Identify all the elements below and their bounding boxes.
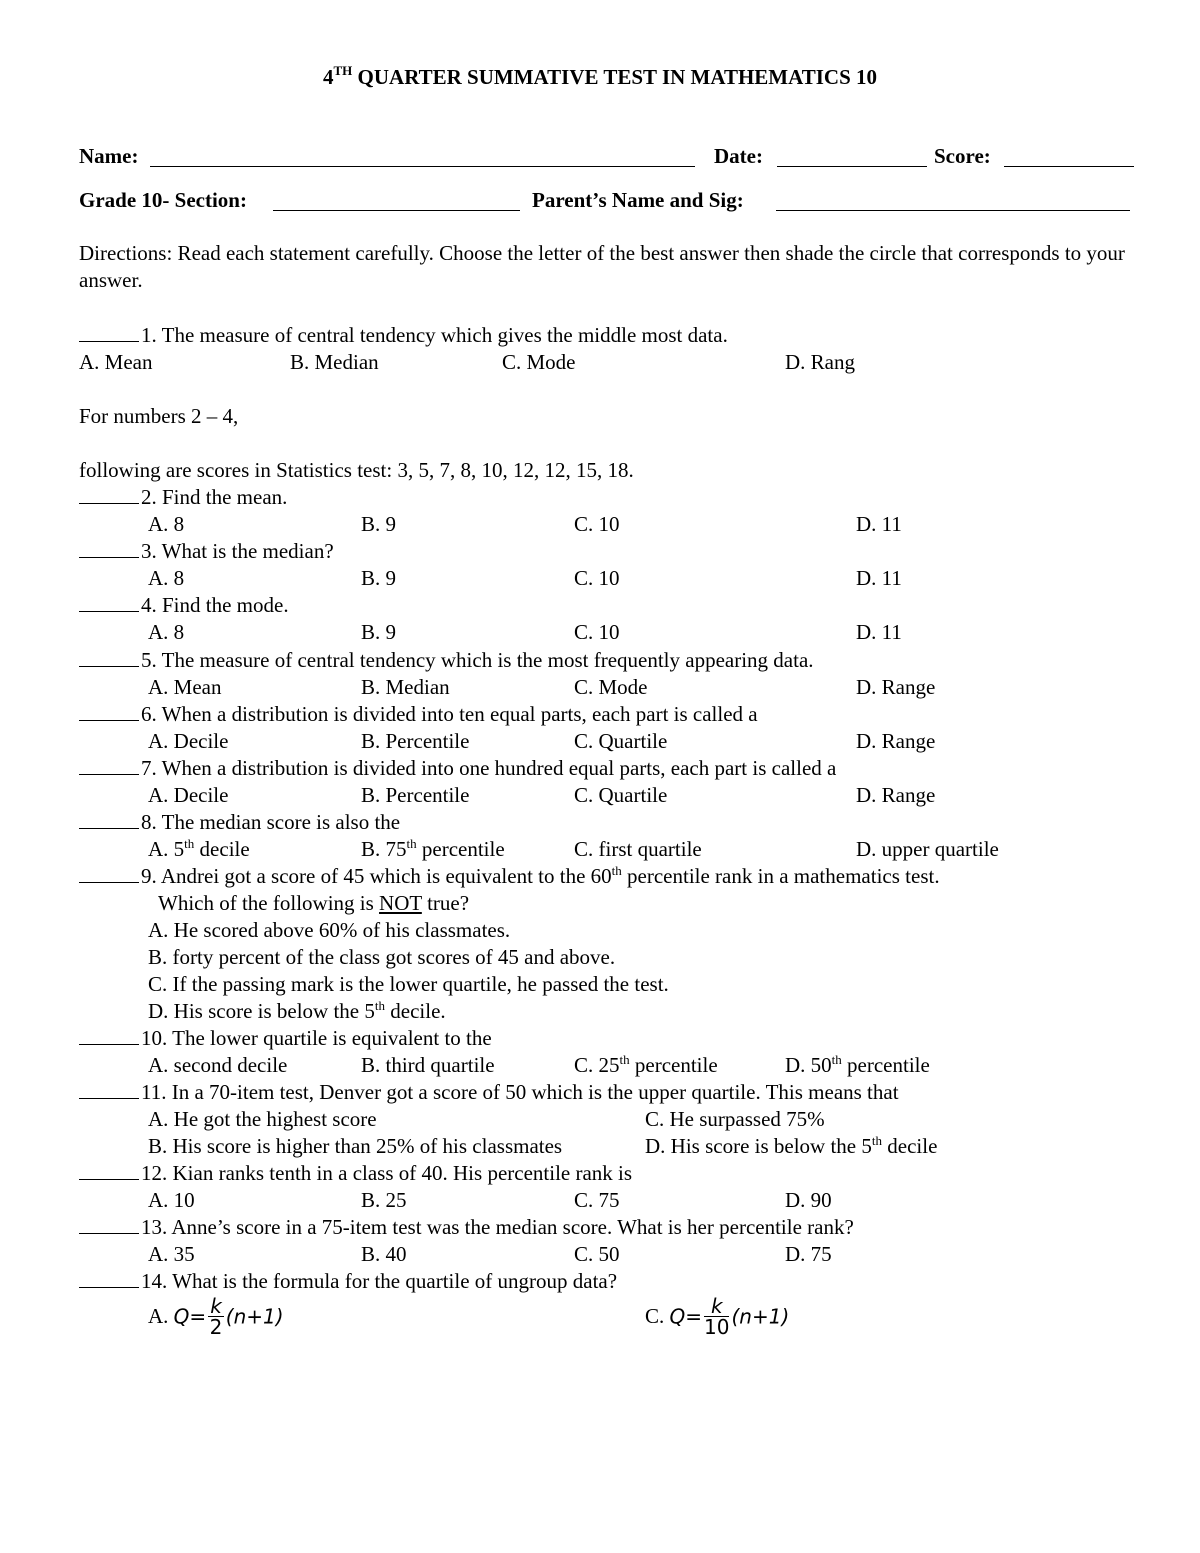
option-d: D. 11: [856, 620, 902, 644]
option-b: B. 9: [361, 566, 397, 590]
parent-signature-field[interactable]: [776, 210, 1130, 211]
question-13: 13. Anne’s score in a 75-item test was the median score. What is her percentile rank?: [79, 1214, 854, 1241]
question-7: 7. When a distribution is divided into one hundred equal parts, each part is called a: [79, 755, 836, 782]
option-c: C. 10: [574, 566, 620, 590]
section-field[interactable]: [273, 210, 520, 211]
option-a: A. Decile: [148, 783, 229, 807]
option-b: B. Median: [361, 675, 450, 699]
option-a-formula: A. Q= $\frac{k}{2}$ (n+1): [148, 1294, 284, 1339]
data-set: following are scores in Statistics test: 3, 5, 7, 8, 10, 12, 12, 15, 18.: [79, 458, 634, 482]
option-b: B. 40: [361, 1242, 407, 1266]
option-a: A. He got the highest score: [148, 1107, 377, 1131]
option-b: B. Percentile: [361, 729, 470, 753]
option-a: A. 8: [148, 512, 185, 536]
option-b: B. forty percent of the class got scores of 45 and above.: [148, 945, 616, 969]
option-d: D. 11: [856, 566, 902, 590]
option-c: C. Mode: [574, 675, 648, 699]
option-b: B. Percentile: [361, 783, 470, 807]
date-field[interactable]: [777, 166, 927, 167]
instructions-intro: For numbers 2 – 4,: [79, 404, 239, 428]
score-field[interactable]: [1004, 166, 1134, 167]
name-field[interactable]: [150, 166, 695, 167]
question-9: 9. Andrei got a score of 45 which is equivalent to the 60th percentile rank in a mathematics test.: [79, 863, 940, 890]
question-8: 8. The median score is also the: [79, 809, 400, 836]
option-a: A. 8: [148, 620, 185, 644]
option-b: B. 75th percentile: [361, 836, 505, 861]
question-4: 4. Find the mode.: [79, 592, 289, 619]
option-c: C. 10: [574, 620, 620, 644]
option-c: C. Mode: [502, 350, 576, 374]
option-c: C. first quartile: [574, 837, 702, 861]
question-14: 14. What is the formula for the quartile of ungroup data?: [79, 1268, 617, 1295]
option-d: D. Range: [856, 783, 936, 807]
option-c: C. Quartile: [574, 783, 668, 807]
option-b: B. 9: [361, 512, 397, 536]
question-5: 5. The measure of central tendency which is the most frequently appearing data.: [79, 647, 814, 674]
option-c: C. 75: [574, 1188, 620, 1212]
option-a: A. Mean: [79, 350, 153, 374]
question-12: 12. Kian ranks tenth in a class of 40. His percentile rank is: [79, 1160, 632, 1187]
option-d: D. His score is below the 5th decile.: [148, 998, 446, 1023]
option-d: D. Range: [856, 675, 936, 699]
page-title: 4TH QUARTER SUMMATIVE TEST IN MATHEMATICS 10: [322, 63, 878, 89]
fraction: $\frac{k}{2}$: [209, 1294, 223, 1339]
option-a: A. 5th decile: [148, 836, 250, 861]
option-a: A. Decile: [148, 729, 229, 753]
answer-blank[interactable]: [79, 864, 139, 883]
option-c: C. 25th percentile: [574, 1052, 718, 1077]
answer-blank[interactable]: [79, 1026, 139, 1045]
section-label: Grade 10- Section:: [79, 188, 247, 212]
option-c-formula: C. Q= $\frac{k}{10}$ (n+1): [645, 1294, 790, 1339]
option-d: D. 11: [856, 512, 902, 536]
parent-signature-label: Parent’s Name and Sig:: [532, 188, 744, 212]
option-b: B. 9: [361, 620, 397, 644]
name-label: Name:: [79, 144, 139, 168]
question-6: 6. When a distribution is divided into ten equal parts, each part is called a: [79, 701, 758, 728]
answer-blank[interactable]: [79, 485, 139, 504]
question-1: 1. The measure of central tendency which gives the middle most data.: [79, 322, 728, 349]
option-a: A. second decile: [148, 1053, 288, 1077]
directions: Directions: Read each statement carefully. Choose the letter of the best answer then shade the circle that corresponds to your answer.: [79, 241, 1125, 292]
answer-blank[interactable]: [79, 1161, 139, 1180]
answer-blank[interactable]: [79, 1080, 139, 1099]
answer-blank[interactable]: [79, 810, 139, 829]
question-2: 2. Find the mean.: [79, 484, 287, 511]
option-d: D. 90: [785, 1188, 832, 1212]
option-c: C. 10: [574, 512, 620, 536]
option-d: D. Range: [856, 729, 936, 753]
option-c: C. If the passing mark is the lower quartile, he passed the test.: [148, 972, 669, 996]
option-c: C. Quartile: [574, 729, 668, 753]
answer-blank[interactable]: [79, 323, 139, 342]
option-a: A. Mean: [148, 675, 222, 699]
option-a: A. He scored above 60% of his classmates.: [148, 918, 511, 942]
option-b: B. His score is higher than 25% of his classmates: [148, 1134, 563, 1158]
question-9-prompt: Which of the following is NOT true?: [158, 891, 470, 915]
option-b: B. third quartile: [361, 1053, 495, 1077]
option-c: C. He surpassed 75%: [645, 1107, 825, 1131]
option-d: D. 50th percentile: [785, 1052, 930, 1077]
option-d: D. upper quartile: [856, 837, 999, 861]
option-d: D. His score is below the 5th decile: [645, 1133, 938, 1158]
answer-blank[interactable]: [79, 1269, 139, 1288]
option-a: A. 10: [148, 1188, 195, 1212]
question-10: 10. The lower quartile is equivalent to the: [79, 1025, 492, 1052]
option-a: A. 35: [148, 1242, 195, 1266]
question-3: 3. What is the median?: [79, 538, 334, 565]
answer-blank[interactable]: [79, 539, 139, 558]
answer-blank[interactable]: [79, 648, 139, 667]
answer-blank[interactable]: [79, 756, 139, 775]
score-label: Score:: [934, 144, 991, 168]
option-b: B. Median: [290, 350, 379, 374]
answer-blank[interactable]: [79, 702, 139, 721]
option-d: D. 75: [785, 1242, 832, 1266]
answer-blank[interactable]: [79, 593, 139, 612]
date-label: Date:: [714, 144, 763, 168]
option-d: D. Rang: [785, 350, 855, 374]
question-11: 11. In a 70-item test, Denver got a score of 50 which is the upper quartile. This means that: [79, 1079, 899, 1106]
option-a: A. 8: [148, 566, 185, 590]
option-c: C. 50: [574, 1242, 620, 1266]
fraction: $\frac{k}{10}$: [704, 1294, 730, 1339]
answer-blank[interactable]: [79, 1215, 139, 1234]
option-b: B. 25: [361, 1188, 407, 1212]
